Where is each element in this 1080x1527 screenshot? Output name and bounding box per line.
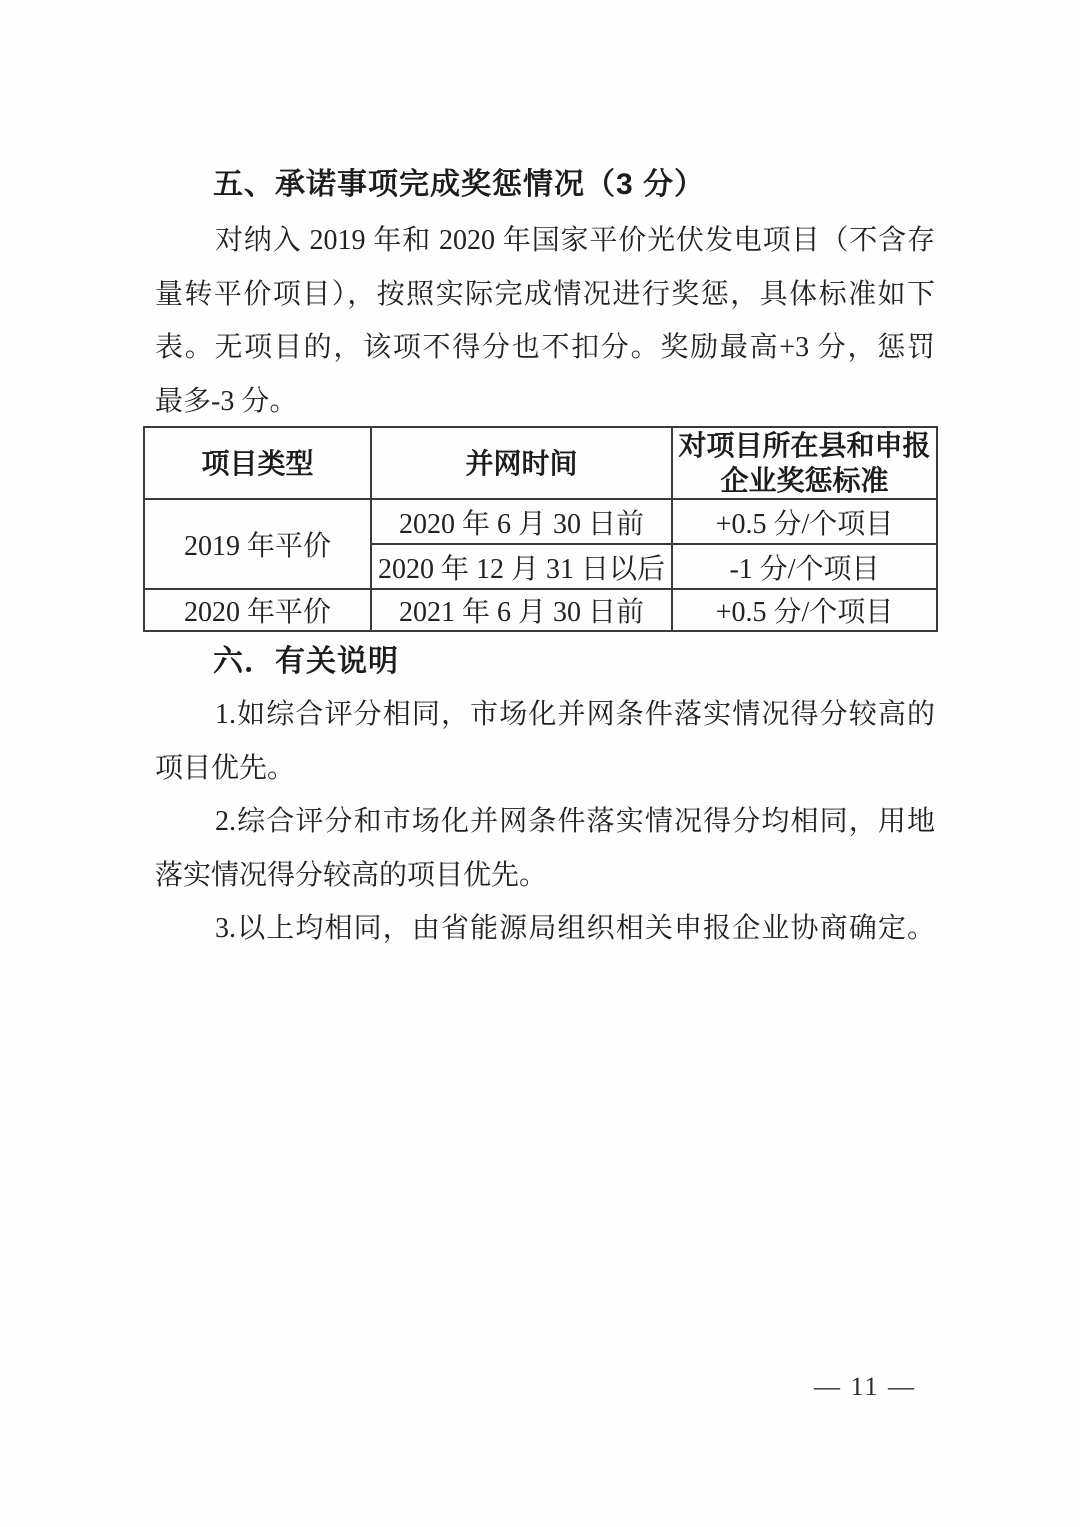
header-reward-standard [672,427,937,499]
header-reward-line1: 对项目所在县和申报 [678,430,931,461]
note-line: 落实情况得分较高的项目优先。 [155,859,548,891]
paragraph-line: 量转平价项目），按照实际完成情况进行奖惩，具体标准如下 [155,278,935,310]
table-header-row [144,427,937,499]
note-line: 项目优先。 [155,752,296,784]
cell-project-type: 2020 年平价 [144,589,371,631]
section6-paragraphs [155,688,935,956]
cell-grid-time: 2020 年 6 月 30 日前 [371,499,672,544]
header-grid-time: 并网时间 [371,427,672,499]
cell-reward: +0.5 分/个项目 [672,589,937,631]
table-row [144,499,937,544]
cell-grid-time: 2020 年 12 月 31 日以后 [371,544,672,589]
paragraph-line: 最多-3 分。 [155,385,298,417]
reward-penalty-table [143,426,938,632]
note-line: 1.如综合评分相同，市场化并网条件落实情况得分较高的 [215,699,935,730]
cell-reward: -1 分/个项目 [672,544,937,589]
table-row [144,589,937,631]
cell-reward: +0.5 分/个项目 [672,499,937,544]
paragraph-line: 对纳入 2019 年和 2020 年国家平价光伏发电项目（不含存 [215,225,935,256]
page-number: — 11 — [813,1372,917,1401]
header-reward-line2: 企业奖惩标准 [720,465,889,496]
header-project-type: 项目类型 [144,427,371,499]
cell-grid-time: 2021 年 6 月 30 日前 [371,589,672,631]
paragraph-line: 表。无项目的，该项不得分也不扣分。奖励最高+3 分，惩罚 [155,332,935,363]
note-line: 2.综合评分和市场化并网条件落实情况得分均相同，用地 [215,806,935,837]
note-line: 3.以上均相同，由省能源局组织相关申报企业协商确定。 [215,913,935,944]
section5-paragraph [155,214,935,428]
section5-heading: 五、承诺事项完成奖惩情况（3 分） [213,168,706,201]
section6-heading: 六．有关说明 [213,645,399,678]
cell-project-type: 2019 年平价 [144,499,371,589]
